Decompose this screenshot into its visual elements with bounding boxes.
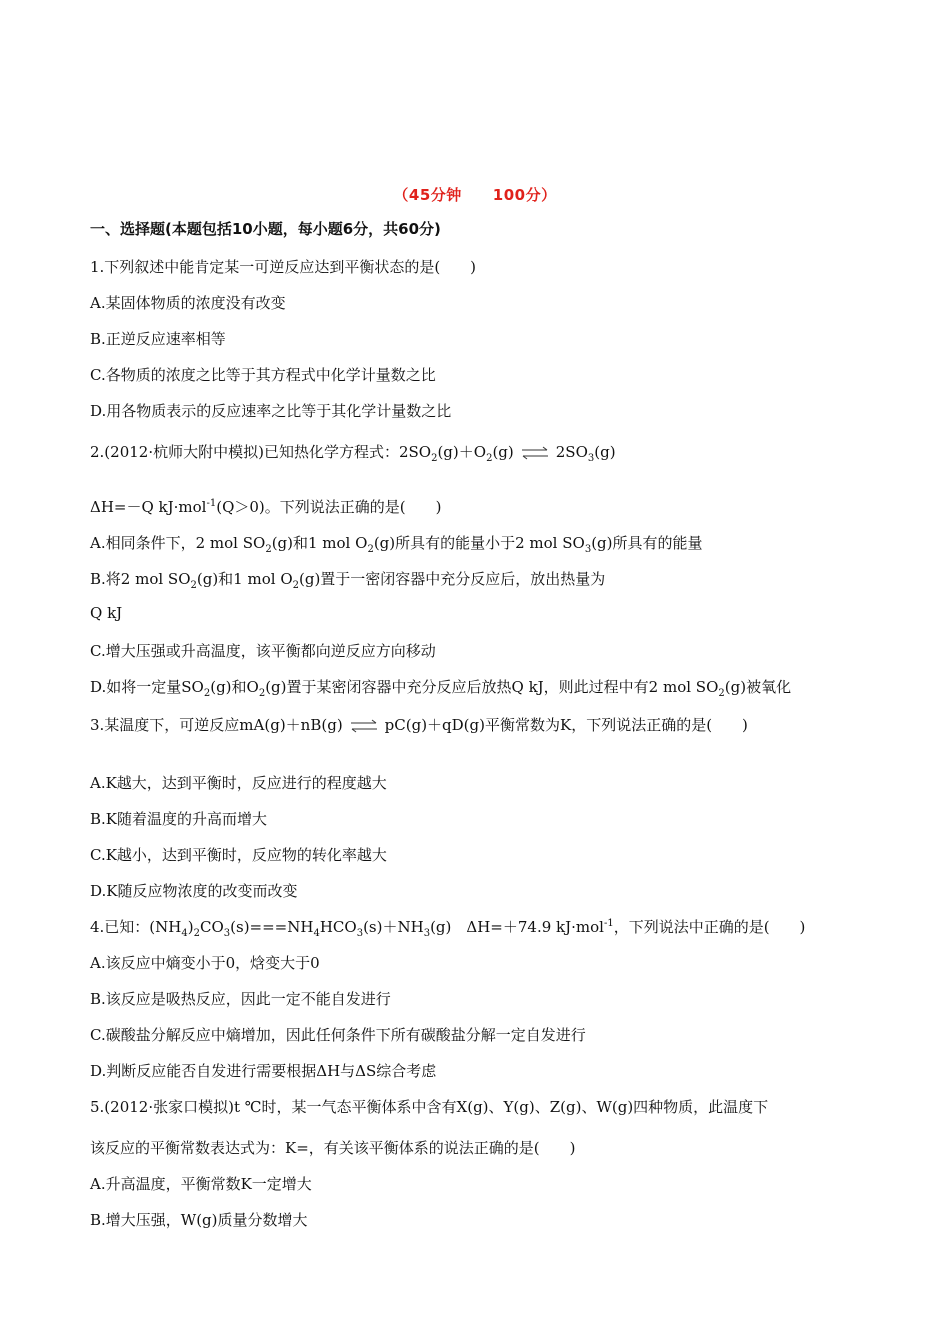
q3-option-c: C.K越小，达到平衡时，反应物的转化率越大 [90,846,387,864]
q5-option-b: B.增大压强，W(g)质量分数增大 [90,1211,308,1229]
q4-option-c: C.碳酸盐分解反应中熵增加，因此任何条件下所有碳酸盐分解一定自发进行 [90,1026,586,1044]
q5-stem: 5.(2012·张家口模拟)t ℃时，某一气态平衡体系中含有X(g)、Y(g)、Z(g)、W(g)四种物质，此温度下 [90,1098,769,1116]
q4-option-b: B.该反应是吸热反应，因此一定不能自发进行 [90,990,391,1008]
q2-option-c: C.增大压强或升高温度，该平衡都向逆反应方向移动 [90,642,436,660]
q1-option-b: B.正逆反应速率相等 [90,330,226,348]
q1-stem: 1.下列叙述中能肯定某一可逆反应达到平衡状态的是( ) [90,258,477,276]
q1-option-a: A.某固体物质的浓度没有改变 [90,294,286,312]
q3-option-d: D.K随反应物浓度的改变而改变 [90,882,298,900]
q2-option-d: D.如将一定量$SO_2(g)$和$O_2(g)$置于某密闭容器中充分反应后放热Q kJ，则此过程中有2 mol $SO_2(g)$被氧化 [90,678,792,699]
q4-option-d: D.判断反应能否自发进行需要根据ΔH与ΔS综合考虑 [90,1062,437,1080]
time-score-header: （45分钟 100分） [393,186,557,204]
q1-option-d: D.用各物质表示的反应速率之比等于其化学计量数之比 [90,402,452,420]
q5-option-a: A.升高温度，平衡常数K一定增大 [90,1175,312,1193]
equilibrium-arrows-icon [349,719,379,733]
q5-stem-line2: 该反应的平衡常数表达式为：K=，有关该平衡体系的说法正确的是( ) [90,1139,576,1157]
equilibrium-arrows-icon [520,446,550,460]
q2-option-b-line2: Q kJ [90,604,123,622]
q2-option-b: B.将2 mol $SO_2(g)$和1 mol $O_2(g)$置于一密闭容器中充分反应后，放出热量为 [90,570,606,591]
q3-option-a: A.K越大，达到平衡时，反应进行的程度越大 [90,774,387,792]
q1-option-c: C.各物质的浓度之比等于其方程式中化学计量数之比 [90,366,436,384]
q4-stem: 4.已知：$(NH_4)_2CO_3(s)===NH_4HCO_3(s)+NH_3(g)$ ΔH=＋74.9 kJ·mol$^{-1}$，下列说法中正确的是( ) [90,918,806,939]
q3-option-b: B.K随着温度的升高而增大 [90,810,267,828]
q2-stem: 2.(2012·杭师大附中模拟)已知热化学方程式：$2SO_2(g)+O_2(g)$ $2SO_3(g)$ [90,443,616,464]
q2-option-a: A.相同条件下，2 mol $SO_2(g)$和1 mol $O_2(g)$所具有的能量小于2 mol $SO_3(g)$所具有的能量 [90,534,703,555]
q3-stem: 3.某温度下，可逆反应mA(g)＋nB(g) pC(g)＋qD(g)平衡常数为K，下列说法正确的是( ) [90,716,748,734]
section-title: 一、选择题(本题包括10小题，每小题6分，共60分) [90,220,441,238]
q4-option-a: A.该反应中熵变小于0，焓变大于0 [90,954,320,972]
q2-stem-line2: ΔH=－Q kJ·mol$^{-1}$(Q＞0)。下列说法正确的是( ) [90,498,442,516]
